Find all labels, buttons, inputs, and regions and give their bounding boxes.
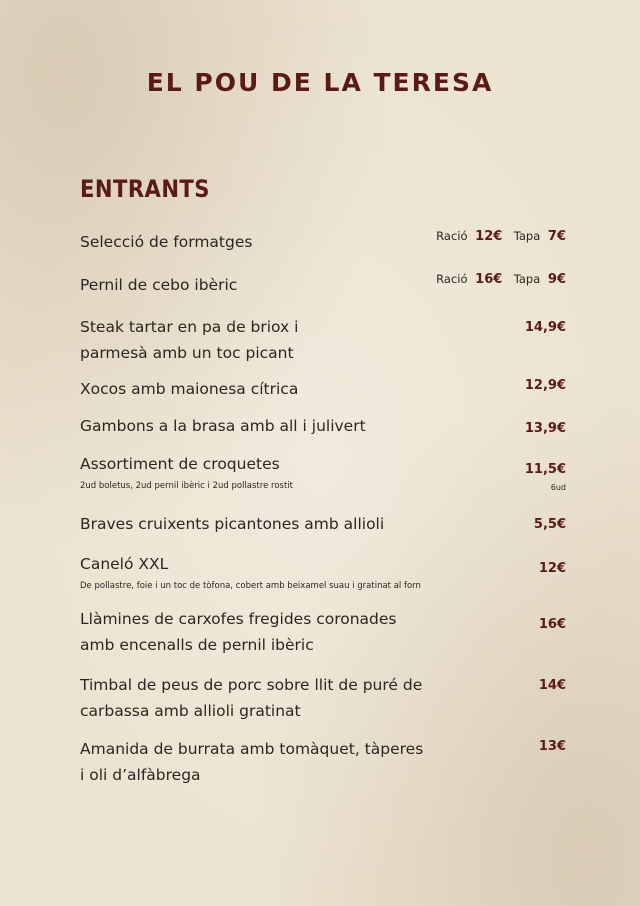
item-name-line1: Amanida de burrata amb tomàquet, tàperes bbox=[80, 740, 424, 758]
item-name: Selecció de formatges bbox=[80, 233, 253, 251]
menu-item bbox=[80, 314, 566, 366]
section-title: ENTRANTS bbox=[80, 175, 210, 203]
tapa-label: Tapa bbox=[513, 229, 541, 243]
item-price: 13,9€ bbox=[524, 421, 566, 436]
menu-item bbox=[80, 736, 566, 788]
item-name: Assortiment de croquetes bbox=[80, 455, 280, 473]
item-prices bbox=[436, 272, 566, 287]
item-price: 5,5€ bbox=[533, 517, 566, 532]
restaurant-name: EL POU DE LA TERESA bbox=[146, 68, 494, 97]
tapa-price: 9€ bbox=[547, 272, 566, 287]
item-price: 13€ bbox=[538, 739, 566, 754]
item-price: 14€ bbox=[538, 678, 566, 693]
item-name-line2: amb encenalls de pernil ibèric bbox=[80, 636, 314, 654]
item-name-line2: parmesà amb un toc picant bbox=[80, 344, 294, 362]
menu-item bbox=[80, 451, 566, 493]
item-name-line1: Llàmines de carxofes fregides coronades bbox=[80, 610, 397, 628]
menu-item bbox=[80, 376, 566, 402]
item-price: 12,9€ bbox=[524, 378, 566, 393]
menu-item bbox=[80, 551, 566, 593]
item-name: Xocos amb maionesa cítrica bbox=[80, 380, 299, 398]
item-name: Pernil de cebo ibèric bbox=[80, 276, 238, 294]
menu-item bbox=[80, 229, 566, 255]
menu-item bbox=[80, 606, 566, 658]
racio-label: Ració bbox=[436, 229, 468, 243]
item-description: De pollastre, foie i un toc de tòfona, cobert amb beixamel suau i gratinat al forn bbox=[80, 581, 421, 591]
item-price: 12€ bbox=[538, 561, 566, 576]
menu-item bbox=[80, 272, 566, 298]
menu-item bbox=[80, 413, 566, 439]
menu-item bbox=[80, 672, 566, 724]
item-name: Braves cruixents picantones amb allioli bbox=[80, 515, 385, 533]
item-description: 2ud boletus, 2ud pernil ibèric i 2ud pollastre rostit bbox=[80, 481, 293, 491]
item-prices bbox=[436, 229, 566, 244]
item-price: 11,5€ bbox=[524, 462, 566, 477]
item-name-line2: carbassa amb allioli gratinat bbox=[80, 702, 301, 720]
item-name-line1: Steak tartar en pa de briox i bbox=[80, 318, 299, 336]
racio-price: 16€ bbox=[475, 272, 503, 287]
racio-price: 12€ bbox=[475, 229, 503, 244]
item-name-line1: Timbal de peus de porc sobre llit de puré de bbox=[80, 676, 423, 694]
item-price: 16€ bbox=[538, 617, 566, 632]
tapa-label: Tapa bbox=[513, 272, 541, 286]
menu-item bbox=[80, 511, 566, 537]
item-name: Caneló XXL bbox=[80, 555, 169, 573]
item-unit: 6ud bbox=[550, 483, 566, 492]
item-price: 14,9€ bbox=[524, 320, 566, 335]
item-name-line2: i oli d’alfàbrega bbox=[80, 766, 201, 784]
item-name: Gambons a la brasa amb all i julivert bbox=[80, 417, 366, 435]
tapa-price: 7€ bbox=[547, 229, 566, 244]
racio-label: Ració bbox=[436, 272, 468, 286]
